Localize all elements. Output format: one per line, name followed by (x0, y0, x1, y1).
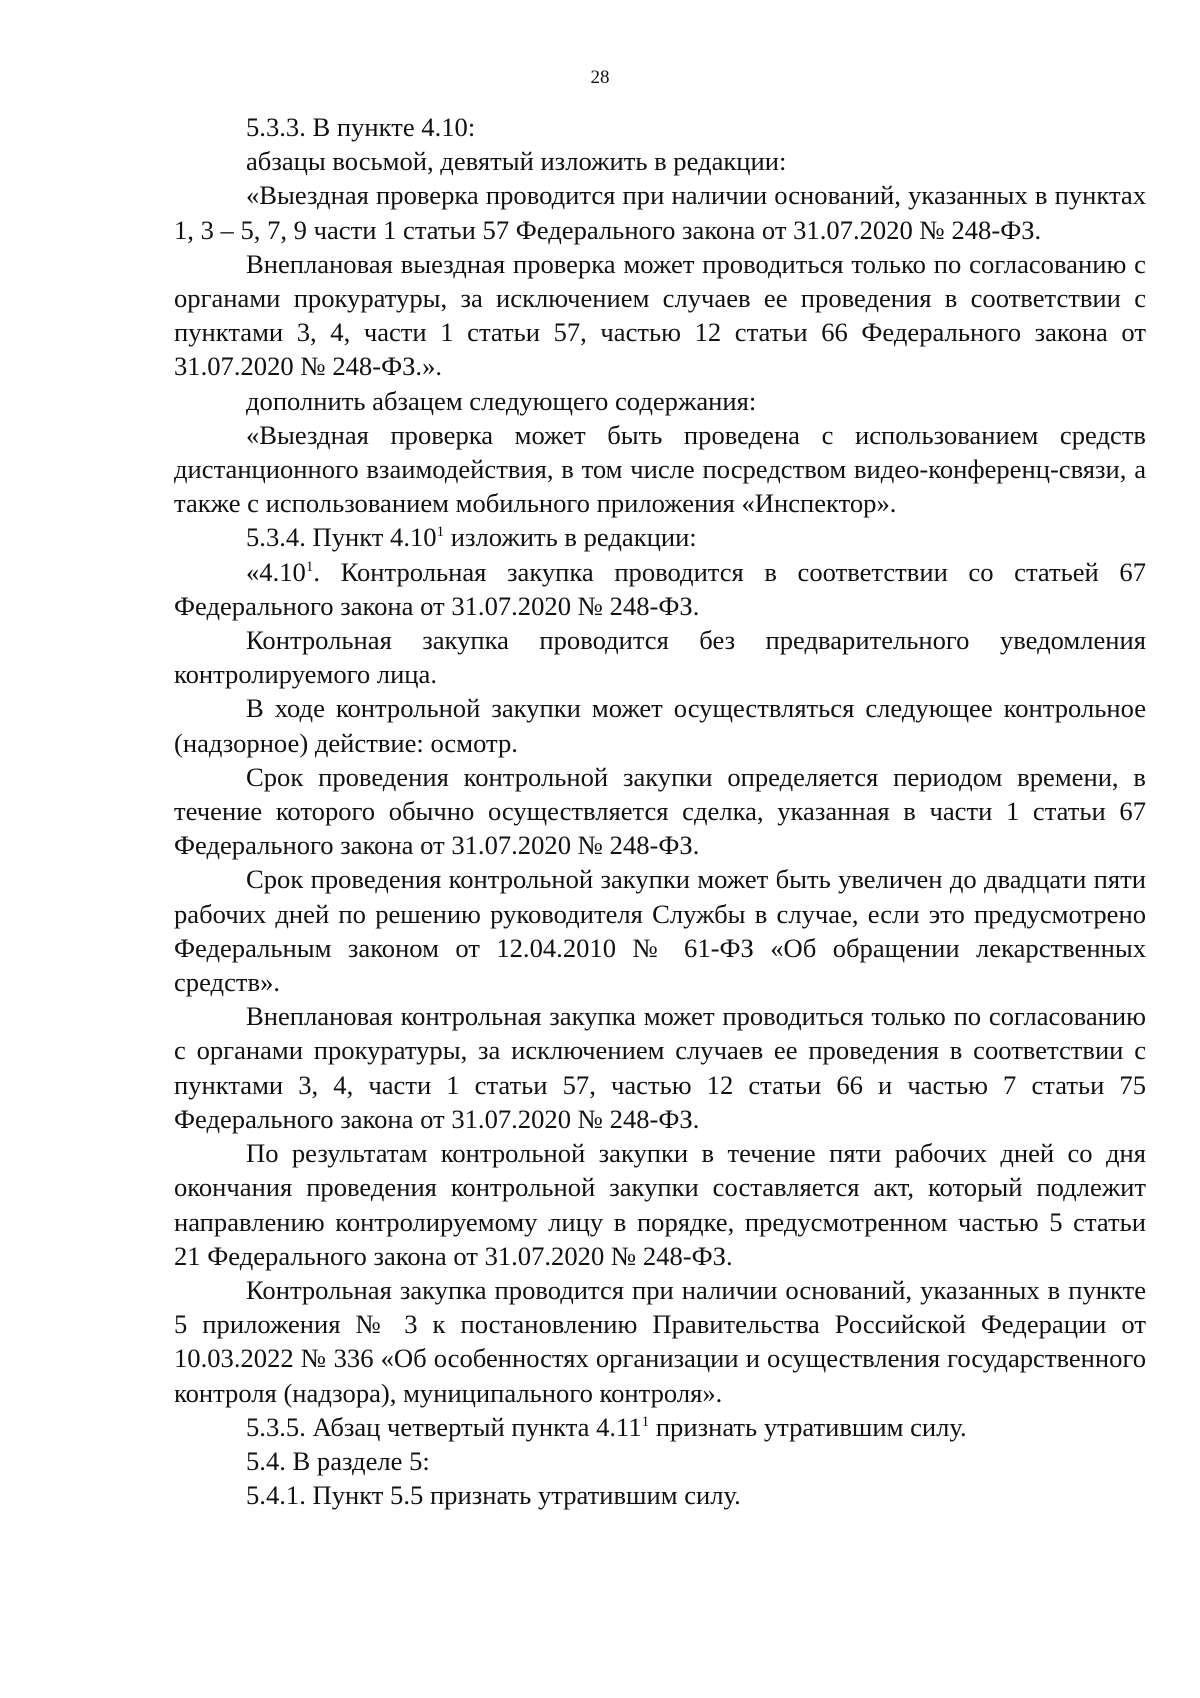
paragraph-distancionnoe-vzaimodeystvie: «Выездная проверка может быть проведена с использованием средств дистанционного взаимодействия, в том числе посредством видео-конференц-связи, а также с использованием мобильного приложения «Инспектор». (174, 419, 1146, 519)
text-segment: . Контрольная закупка проводится в соответствии со статьей 67 Федерального закона от 31.07.2020 № 248-ФЗ. (174, 556, 1146, 621)
superscript: 1 (305, 558, 314, 575)
paragraph-bez-uvedomleniya: Контрольная закупка проводится без предварительного уведомления контролируемого лица. (174, 625, 1146, 690)
paragraph-5-4-1: 5.4.1. Пункт 5.5 признать утратившим силу. (246, 1480, 741, 1511)
paragraph-vyezdnaya-proverka-osnovaniya: «Выездная проверка проводится при наличии оснований, указанных в пунктах 1, 3 – 5, 7, 9 части 1 статьи 57 Федерального закона от 31.07.2020 № 248-ФЗ. (174, 180, 1146, 245)
paragraph-5-3-4-heading (174, 520, 1146, 554)
text-segment: признать утратившим силу. (649, 1411, 967, 1442)
paragraph-dopolnit-intro: дополнить абзацем следующего содержания: (246, 385, 757, 416)
superscript: 1 (436, 524, 445, 541)
text-segment: изложить в редакции: (444, 522, 697, 553)
paragraph-5-4-heading: 5.4. В разделе 5: (246, 1445, 430, 1476)
paragraph-rezultaty-zakupki: По результатам контрольной закупки в течение пяти рабочих дней со дня окончания проведения контрольной закупки составляется акт, который подлежит направлению контролируемому лицу в порядке, предусмотренном частью 5 статьи 21 Федерального закона от 31.07.2020 № 248-ФЗ. (174, 1138, 1146, 1271)
paragraph-srok-provedeniya: Срок проведения контрольной закупки определяется периодом времени, в течение которого обычно осуществляется сделка, указанная в части 1 статьи 67 Федерального закона от 31.07.2020 № 248-ФЗ. (174, 761, 1146, 861)
document-body (174, 110, 1146, 1512)
paragraph-vneplanovaya-vyezdnaya: Внеплановая выездная проверка может проводиться только по согласованию с органами прокуратуры, за исключением случаев ее проведения в соответствии с пунктами 3, 4, части 1 статьи 57, частью 12 статьи 66 Федерального закона от 31.07.2020 № 248-ФЗ.». (174, 248, 1146, 382)
paragraph-srok-uvelichen: Срок проведения контрольной закупки может быть увеличен до двадцати пяти рабочих дней по решению руководителя Службы в случае, если это предусмотрено Федеральным законом от 12.04.2010 № 61-ФЗ «Об обращении лекарственных средств». (174, 864, 1146, 998)
paragraph-5-3-5 (174, 1410, 1146, 1444)
page-number: 28 (590, 67, 610, 88)
paragraph-4-10-1-kontrolnaya-zakupka (174, 555, 1146, 623)
paragraph-5-3-3-heading: 5.3.3. В пункте 4.10: (246, 112, 476, 142)
paragraph-osnovaniya-zakupki: Контрольная закупка проводится при наличии оснований, указанных в пункте 5 приложения № 3 к постановлению Правительства Российской Федерации от 10.03.2022 № 336 «Об особенностях организации и осуществления государственного контроля (надзора), муниципального контроля». (174, 1274, 1146, 1408)
paragraph-vneplanovaya-zakupka: Внеплановая контрольная закупка может проводиться только по согласованию с органами прокуратуры, за исключением случаев ее проведения в соответствии с пунктами 3, 4, части 1 статьи 57, частью 12 статьи 66 и частью 7 статьи 75 Федерального закона от 31.07.2020 № 248-ФЗ. (174, 1001, 1146, 1134)
superscript: 1 (641, 1413, 650, 1430)
text-segment: 5.3.5. Абзац четвертый пункта 4.11 (246, 1411, 642, 1442)
text-segment: 5.3.4. Пункт 4.10 (246, 522, 437, 553)
paragraph-osmotr: В ходе контрольной закупки может осуществляться следующее контрольное (надзорное) действие: осмотр. (174, 693, 1146, 758)
paragraph-abzacy-intro: абзацы восьмой, девятый изложить в редакции: (246, 146, 787, 177)
text-segment: «4.10 (246, 556, 306, 587)
